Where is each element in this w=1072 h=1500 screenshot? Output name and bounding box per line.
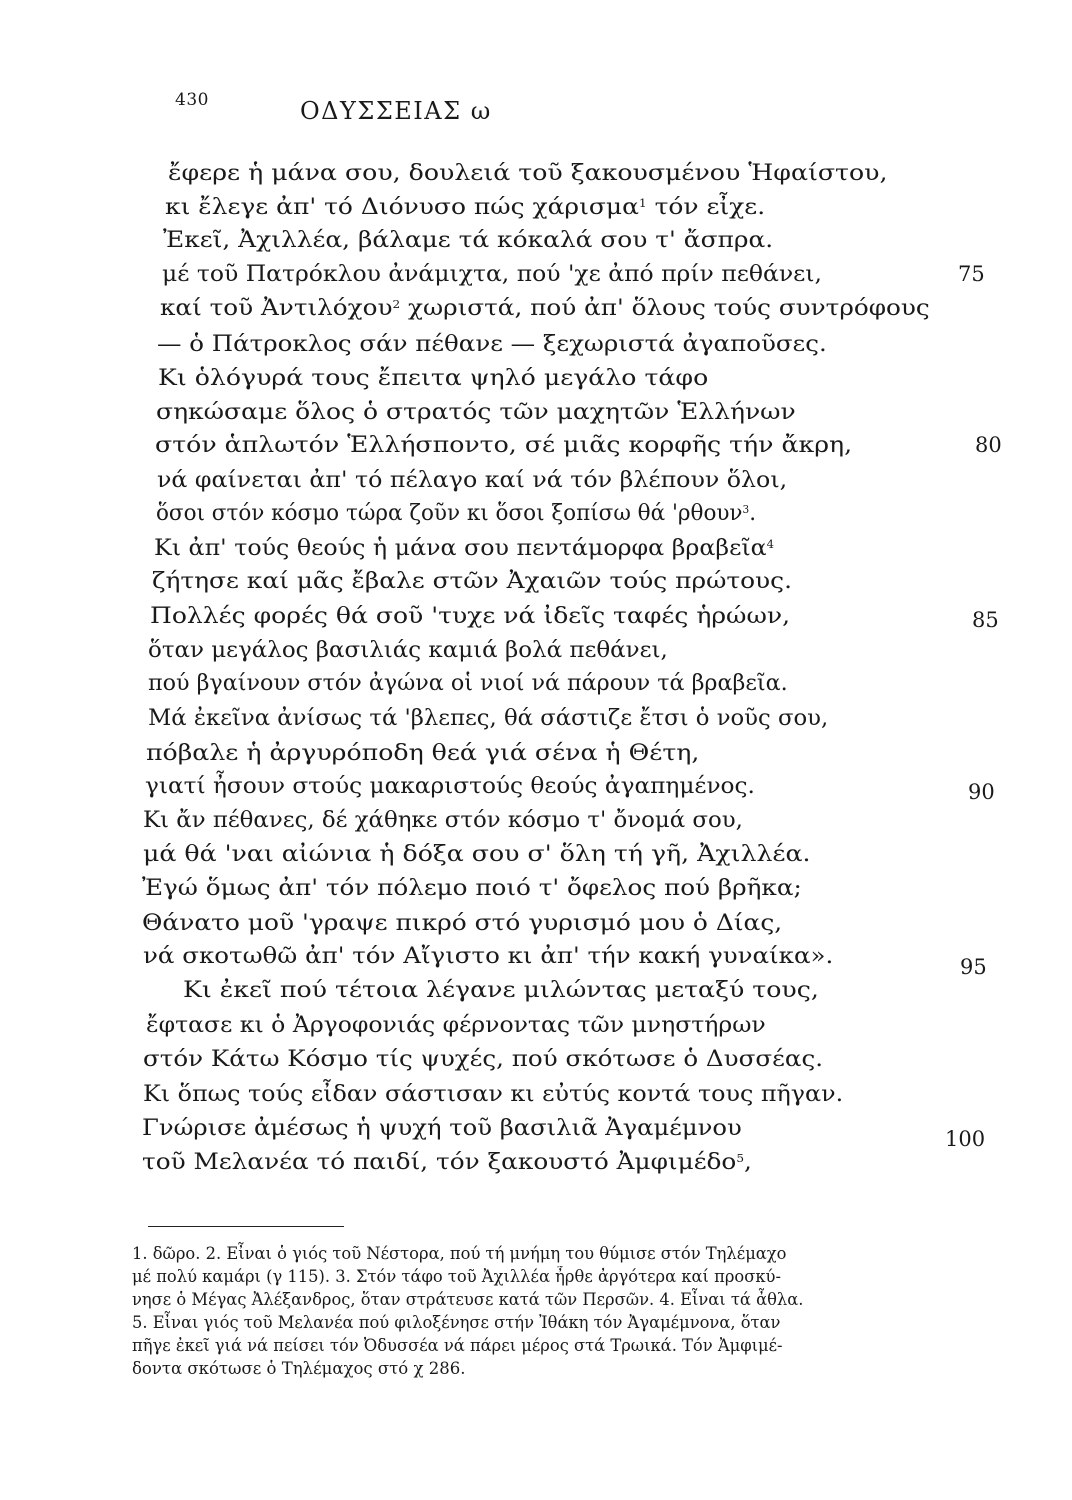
verse-line-number: 90 bbox=[968, 780, 995, 804]
verse-text: γιατί ἦσουν στούς μακαριστούς θεούς ἀγαπημένος. bbox=[145, 773, 755, 799]
verse-text: μά θά 'ναι αἰώνια ἡ δόξα σου σ' ὅλη τή γῆ, Ἀχιλλέα. bbox=[143, 841, 811, 867]
verse-text: Ἐκεῖ, Ἀχιλλέα, βάλαμε τά κόκαλά σου τ' ἄσπρα. bbox=[163, 227, 774, 253]
page-number: 430 bbox=[175, 90, 209, 110]
footnote-line: 5. Εἶναι γιός τοῦ Μελανέα πού φιλοξένησε στήν Ἰθάκη τόν Ἀγαμέμνονα, ὅταν bbox=[132, 1313, 781, 1332]
verse-text: Θάνατο μοῦ 'γραψε πικρό στό γυρισμό μου ὁ Δίας, bbox=[142, 910, 783, 936]
verse-text: Κι ἀπ' τούς θεούς ἡ μάνα σου πεντάμορφα βραβεῖα bbox=[154, 535, 767, 561]
verse-line bbox=[142, 1114, 742, 1142]
verse-line bbox=[148, 636, 668, 664]
verse-text: Κι ἐκεῖ πού τέτοια λέγανε μιλώντας μεταξύ τους, bbox=[183, 977, 819, 1003]
verse-line bbox=[143, 806, 743, 834]
verse-text: καί τοῦ Ἀντιλόχου bbox=[160, 295, 393, 321]
footnote-marker: 2 bbox=[392, 298, 401, 311]
verse-text: Κι ὁλόγυρά τους ἔπειτα ψηλό μεγάλο τάφο bbox=[158, 365, 709, 391]
verse-text: πόβαλε ἡ ἀργυρόποδη θεά γιά σένα ἡ Θέτη, bbox=[146, 740, 700, 766]
footnote-line: νησε ὁ Μέγας Ἀλέξανδρος, ὅταν στράτευσε κατά τῶν Περσῶν. 4. Εἶναι τά ἆθλα. bbox=[132, 1290, 804, 1309]
footnote-line: μέ πολύ καμάρι (γ 115). 3. Στόν τάφο τοῦ Ἀχιλλέα ἦρθε ἀργότερα καί προσκύ- bbox=[132, 1267, 781, 1286]
footnote-rule bbox=[148, 1226, 344, 1227]
verse-text: στόν Κάτω Κόσμο τίς ψυχές, πού σκότωσε ὁ Δυσσέας. bbox=[143, 1046, 824, 1072]
verse-text: στόν ἁπλωτόν Ἑλλήσποντο, σέ μιᾶς κορφῆς τήν ἄκρη, bbox=[155, 432, 853, 458]
verse-line bbox=[156, 398, 796, 426]
verse-line bbox=[168, 159, 887, 187]
verse-line-number: 75 bbox=[958, 262, 985, 286]
footnote-line: πῆγε ἐκεῖ γιά νά πείσει τόν Ὀδυσσέα νά πάρει μέρος στά Τρωικά. Τόν Ἀμφιμέ- bbox=[132, 1336, 783, 1355]
verse-text: Ἐγώ ὅμως ἀπ' τόν πόλεμο ποιό τ' ὄφελος πού βρῆκα; bbox=[142, 875, 802, 901]
verse-text: τοῦ Μελανέα τό παιδί, τόν ξακουστό Ἀμφιμέδο bbox=[142, 1149, 737, 1175]
verse-line bbox=[155, 431, 852, 459]
verse-line-number: 100 bbox=[945, 1127, 986, 1151]
verse-line bbox=[143, 942, 833, 970]
verse-text: νά φαίνεται ἀπ' τό πέλαγο καί νά τόν βλέπουν ὅλοι, bbox=[157, 467, 788, 493]
verse-line bbox=[146, 739, 699, 767]
verse-text: — ὁ Πάτροκλος σάν πέθανε — ξεχωριστά ἀγαποῦσες. bbox=[157, 331, 827, 357]
verse-text: νά σκοτωθῶ ἀπ' τόν Αἴγιστο κι ἀπ' τήν κακή γυναίκα». bbox=[143, 943, 834, 969]
verse-text-after-note: τόν εἶχε. bbox=[646, 194, 766, 220]
footnote-line: 1. δῶρο. 2. Εἶναι ὁ γιός τοῦ Νέστορα, πού τή μνήμη του θύμισε στόν Τηλέμαχο bbox=[132, 1244, 787, 1263]
verse-line bbox=[157, 330, 827, 358]
verse-line bbox=[183, 976, 819, 1004]
verse-text: σηκώσαμε ὅλος ὁ στρατός τῶν μαχητῶν Ἑλλήνων bbox=[156, 399, 796, 425]
verse-line-number: 80 bbox=[975, 433, 1002, 457]
verse-line bbox=[162, 260, 822, 288]
verse-line bbox=[145, 772, 755, 800]
verse-text: μέ τοῦ Πατρόκλου ἀνάμιχτα, πού 'χε ἀπό πρίν πεθάνει, bbox=[162, 261, 822, 287]
verse-line bbox=[143, 1045, 823, 1073]
verse-line bbox=[156, 499, 756, 527]
verse-text: Κι ἄν πέθανες, δέ χάθηκε στόν κόσμο τ' ὄνομά σου, bbox=[143, 807, 743, 833]
verse-line bbox=[163, 226, 773, 254]
footnote-marker: 5 bbox=[736, 1152, 745, 1165]
footnote-line: δοντα σκότωσε ὁ Τηλέμαχος στό χ 286. bbox=[132, 1359, 466, 1378]
verse-text: ὅταν μεγάλος βασιλιάς καμιά βολά πεθάνει, bbox=[148, 637, 668, 663]
verse-text: Πολλές φορές θά σοῦ 'τυχε νά ἰδεῖς ταφές ἡρώων, bbox=[150, 603, 791, 629]
verse-text-after-note: . bbox=[749, 500, 757, 526]
verse-line bbox=[143, 1080, 843, 1108]
verse-line bbox=[146, 1011, 766, 1039]
verse-text: Κι ὅπως τούς εἶδαν σάστισαν κι εὐτύς κοντά τους πῆγαν. bbox=[143, 1081, 844, 1107]
verse-text: πού βγαίνουν στόν ἀγώνα οἱ νιοί νά πάρουν τά βραβεῖα. bbox=[148, 670, 788, 696]
verse-line bbox=[160, 294, 930, 322]
verse-line bbox=[165, 193, 765, 221]
verse-line bbox=[142, 874, 802, 902]
verse-text: κι ἔλεγε ἀπ' τό Διόνυσο πώς χάρισμα bbox=[165, 194, 639, 220]
verse-text: Γνώρισε ἀμέσως ἡ ψυχή τοῦ βασιλιᾶ Ἀγαμέμνου bbox=[142, 1115, 742, 1141]
verse-line bbox=[158, 364, 708, 392]
footnote-marker: 3 bbox=[742, 503, 750, 516]
footnote-marker: 1 bbox=[638, 197, 647, 210]
verse-line bbox=[152, 567, 792, 595]
verse-line bbox=[154, 534, 774, 562]
verse-line bbox=[148, 669, 788, 697]
verse-text: ὅσοι στόν κόσμο τώρα ζοῦν κι ὅσοι ξοπίσω θά 'ρθουν bbox=[156, 500, 743, 526]
verse-text: Μά ἐκεῖνα ἀνίσως τά 'βλεπες, θά σάστιζε ἔτσι ὁ νοῦς σου, bbox=[148, 705, 829, 731]
verse-text: ἔφτασε κι ὁ Ἀργοφονιάς φέρνοντας τῶν μνηστήρων bbox=[146, 1012, 766, 1038]
verse-text: ἔφερε ἡ μάνα σου, δουλειά τοῦ ξακουσμένου Ἡφαίστου, bbox=[168, 160, 888, 186]
verse-line bbox=[142, 909, 782, 937]
verse-text: ζήτησε καί μᾶς ἔβαλε στῶν Ἀχαιῶν τούς πρώτους. bbox=[152, 568, 793, 594]
verse-line bbox=[142, 1148, 752, 1176]
verse-text-after-note: χωριστά, πού ἀπ' ὅλους τούς συντρόφους bbox=[400, 295, 930, 321]
verse-line bbox=[150, 602, 790, 630]
verse-line bbox=[148, 704, 828, 732]
verse-line bbox=[157, 466, 787, 494]
verse-text-after-note: , bbox=[744, 1149, 752, 1175]
verse-line-number: 95 bbox=[960, 955, 987, 979]
verse-line-number: 85 bbox=[972, 608, 999, 632]
footnotes bbox=[132, 1242, 987, 1380]
verse-line bbox=[143, 840, 811, 868]
running-head-title: ΟΔΥΣΣΕΙΑΣ ω bbox=[300, 97, 492, 125]
footnote-marker: 4 bbox=[766, 538, 775, 551]
